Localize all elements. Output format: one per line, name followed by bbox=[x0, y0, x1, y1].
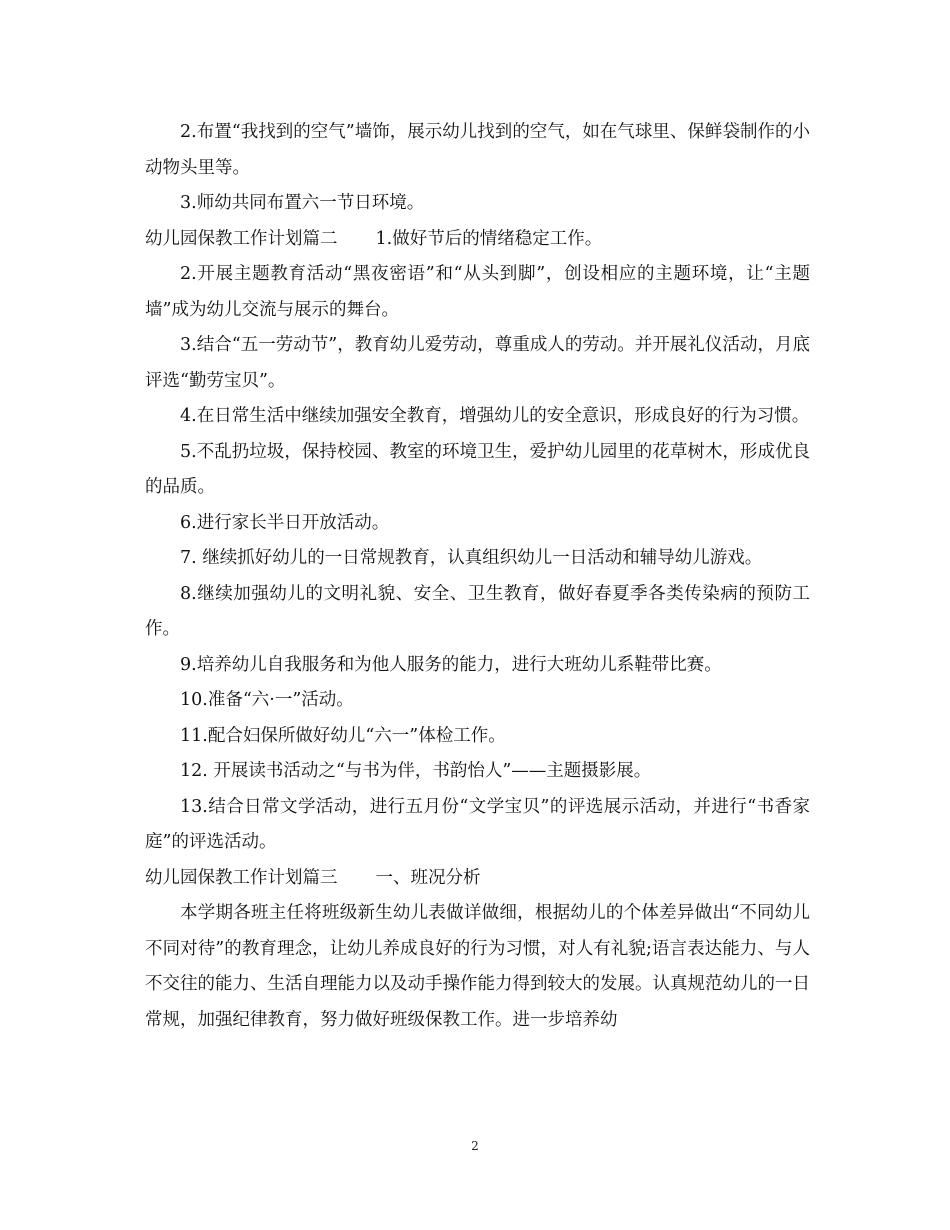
paragraph: 3.师幼共同布置六一节日环境。 bbox=[180, 193, 425, 213]
page-number: 2 bbox=[471, 1139, 479, 1153]
section-line bbox=[145, 222, 810, 258]
paragraph: 10.准备“六·一”活动。 bbox=[180, 690, 354, 710]
paragraph: 13.结合日常文学活动，进行五月份“文学宝贝”的评选展示活动，并进行“书香家庭”的评选活动。 bbox=[145, 796, 810, 852]
section-first-item: 一、班况分析 bbox=[375, 867, 481, 888]
section-first-item: 1.做好节后的情绪稳定工作。 bbox=[375, 228, 603, 249]
paragraph: 5.不乱扔垃圾，保持校园、教室的环境卫生，爱护幼儿园里的花草树木，形成优良的品质。 bbox=[145, 441, 810, 497]
section-line bbox=[145, 861, 810, 897]
paragraph: 本学期各班主任将班级新生幼儿表做详做细，根据幼儿的个体差异做出“不同幼儿不同对待”的教育理念，让幼儿养成良好的行为习惯，对人有礼貌;语言表达能力、与人不交往的能力、生活自理能力以及动手操作能力得到较大的发展。认真规范幼儿的一日常规，加强纪律教育，努力做好班级保教工作。进一步培养幼 bbox=[145, 903, 810, 1030]
paragraph: 9.培养幼儿自我服务和为他人服务的能力，进行大班幼儿系鞋带比赛。 bbox=[180, 654, 722, 675]
section-heading: 幼儿园保教工作计划篇三 bbox=[145, 867, 338, 888]
paragraph: 4.在日常生活中继续加强安全教育，增强幼儿的安全意识，形成良好的行为习惯。 bbox=[180, 406, 810, 426]
paragraph: 3.结合“五一劳动节”，教育幼儿爱劳动，尊重成人的劳动。并开展礼仪活动，月底评选“勤劳宝贝”。 bbox=[145, 335, 810, 391]
paragraph: 6.进行家长半日开放活动。 bbox=[180, 512, 390, 533]
paragraph: 2.开展主题教育活动“黑夜密语”和“从头到脚”，创设相应的主题环境，让“主题墙”成为幼儿交流与展示的舞台。 bbox=[145, 264, 810, 320]
document-body bbox=[145, 115, 810, 1038]
paragraph: 2.布置“我找到的空气”墙饰，展示幼儿找到的空气，如在气球里、保鲜袋制作的小动物头里等。 bbox=[145, 122, 810, 178]
paragraph: 11.配合妇保所做好幼儿“六一”体检工作。 bbox=[180, 725, 506, 746]
paragraph: 12. 开展读书活动之“与书为伴，书韵怡人”——主题摄影展。 bbox=[180, 761, 652, 781]
paragraph: 7. 继续抓好幼儿的一日常规教育，认真组织幼儿一日活动和辅导幼儿游戏。 bbox=[180, 548, 763, 568]
paragraph: 8.继续加强幼儿的文明礼貌、安全、卫生教育，做好春夏季各类传染病的预防工作。 bbox=[145, 583, 810, 639]
section-heading: 幼儿园保教工作计划篇二 bbox=[145, 228, 338, 249]
